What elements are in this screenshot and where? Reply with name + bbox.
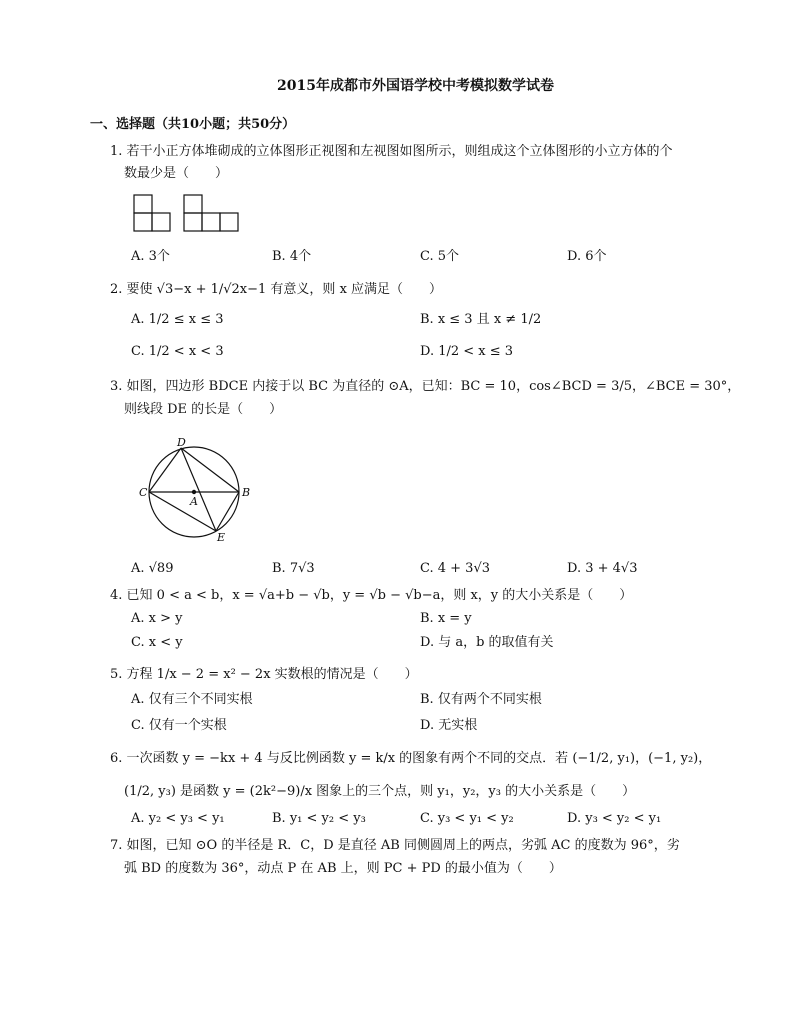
segment-de <box>181 448 216 531</box>
question-6-stem-cont: (1/2, y₃) 是函数 y = (2k²−9)/x 图象上的三个点，则 y₁，y₂，y₃ 的大小关系是（ ） <box>124 784 636 799</box>
question-6-option-b[interactable]: B. y₁ < y₂ < y₃ <box>272 811 366 826</box>
question-2-option-b[interactable]: B. x ≤ 3 且 x ≠ 1/2 <box>420 312 542 327</box>
question-1-option-b[interactable]: B. 4个 <box>272 249 312 264</box>
question-6-stem: 6. 一次函数 y = −kx + 4 与反比例函数 y = k/x 的图象有两个不同的交点．若 (−1/2, y₁)，(−1, y₂)， <box>110 751 712 766</box>
question-4-stem: 4. 已知 0 < a < b，x = √a+b − √b，y = √b − √b−a，则 x，y 的大小关系是（ ） <box>110 588 633 603</box>
side-view-bottom-3-square <box>220 213 238 231</box>
question-1-option-d[interactable]: D. 6个 <box>567 249 607 264</box>
section-heading: 一、选择题（共10小题；共50分） <box>90 117 296 132</box>
question-1-option-c[interactable]: C. 5个 <box>420 249 460 264</box>
label-d: D <box>177 436 186 449</box>
question-5-option-d[interactable]: D. 无实根 <box>420 718 478 733</box>
question-3-option-c[interactable]: C. 4 + 3√3 <box>420 561 491 576</box>
front-view-top-square <box>134 195 152 213</box>
front-view-bottom-left-square <box>134 213 152 231</box>
label-b: B <box>242 486 251 499</box>
question-2-option-d[interactable]: D. 1/2 < x ≤ 3 <box>420 344 514 359</box>
side-view-bottom-2-square <box>202 213 220 231</box>
question-5-stem: 5. 方程 1/x − 2 = x² − 2x 实数根的情况是（ ） <box>110 667 418 682</box>
question-1-stem-cont: 数最少是（ ） <box>124 166 229 181</box>
question-3-circle-figure <box>138 435 268 545</box>
question-3-option-d[interactable]: D. 3 + 4√3 <box>567 561 638 576</box>
question-3-stem-cont: 则线段 DE 的长是（ ） <box>124 402 283 417</box>
segment-ce <box>149 492 216 531</box>
segment-eb <box>216 492 239 531</box>
label-c: C <box>139 486 148 499</box>
label-e: E <box>217 531 226 544</box>
label-a: A <box>190 495 198 508</box>
segment-cd <box>149 448 181 492</box>
front-view-bottom-right-square <box>152 213 170 231</box>
question-5-option-b[interactable]: B. 仅有两个不同实根 <box>420 692 542 707</box>
question-7-stem: 7. 如图，已知 ⊙O 的半径是 R．C，D 是直径 AB 同侧圆周上的两点，劣弧 AC 的度数为 96°，劣 <box>110 838 680 853</box>
question-6-option-d[interactable]: D. y₃ < y₂ < y₁ <box>567 811 662 826</box>
question-4-option-a[interactable]: A. x > y <box>131 611 183 626</box>
side-view-top-square <box>184 195 202 213</box>
center-point <box>192 490 196 494</box>
question-3-option-a[interactable]: A. √89 <box>131 561 174 576</box>
question-1-views-figure <box>132 193 242 233</box>
question-5-option-c[interactable]: C. 仅有一个实根 <box>131 718 227 733</box>
question-5-option-a[interactable]: A. 仅有三个不同实根 <box>131 692 253 707</box>
question-3-option-b[interactable]: B. 7√3 <box>272 561 315 576</box>
page-title: 2015年成都市外国语学校中考模拟数学试卷 <box>277 78 554 94</box>
side-view-bottom-1-square <box>184 213 202 231</box>
question-3-stem: 3. 如图，四边形 BDCE 内接于以 BC 为直径的 ⊙A，已知：BC = 10，cos∠BCD = 3/5，∠BCE = 30°， <box>110 379 741 394</box>
question-4-option-d[interactable]: D. 与 a，b 的取值有关 <box>420 635 554 650</box>
question-2-option-c[interactable]: C. 1/2 < x < 3 <box>131 344 224 359</box>
question-4-option-b[interactable]: B. x = y <box>420 611 472 626</box>
question-6-option-c[interactable]: C. y₃ < y₁ < y₂ <box>420 811 514 826</box>
question-6-option-a[interactable]: A. y₂ < y₃ < y₁ <box>131 811 225 826</box>
question-4-option-c[interactable]: C. x < y <box>131 635 183 650</box>
question-1-stem: 1. 若干小正方体堆砌成的立体图形正视图和左视图如图所示，则组成这个立体图形的小立方体的个 <box>110 144 673 159</box>
question-2-stem: 2. 要使 √3−x + 1/√2x−1 有意义，则 x 应满足（ ） <box>110 282 443 297</box>
question-1-option-a[interactable]: A. 3个 <box>131 249 170 264</box>
question-7-stem-cont: 弧 BD 的度数为 36°，动点 P 在 AB 上，则 PC + PD 的最小值为（ ） <box>124 861 562 876</box>
question-2-option-a[interactable]: A. 1/2 ≤ x ≤ 3 <box>131 312 224 327</box>
